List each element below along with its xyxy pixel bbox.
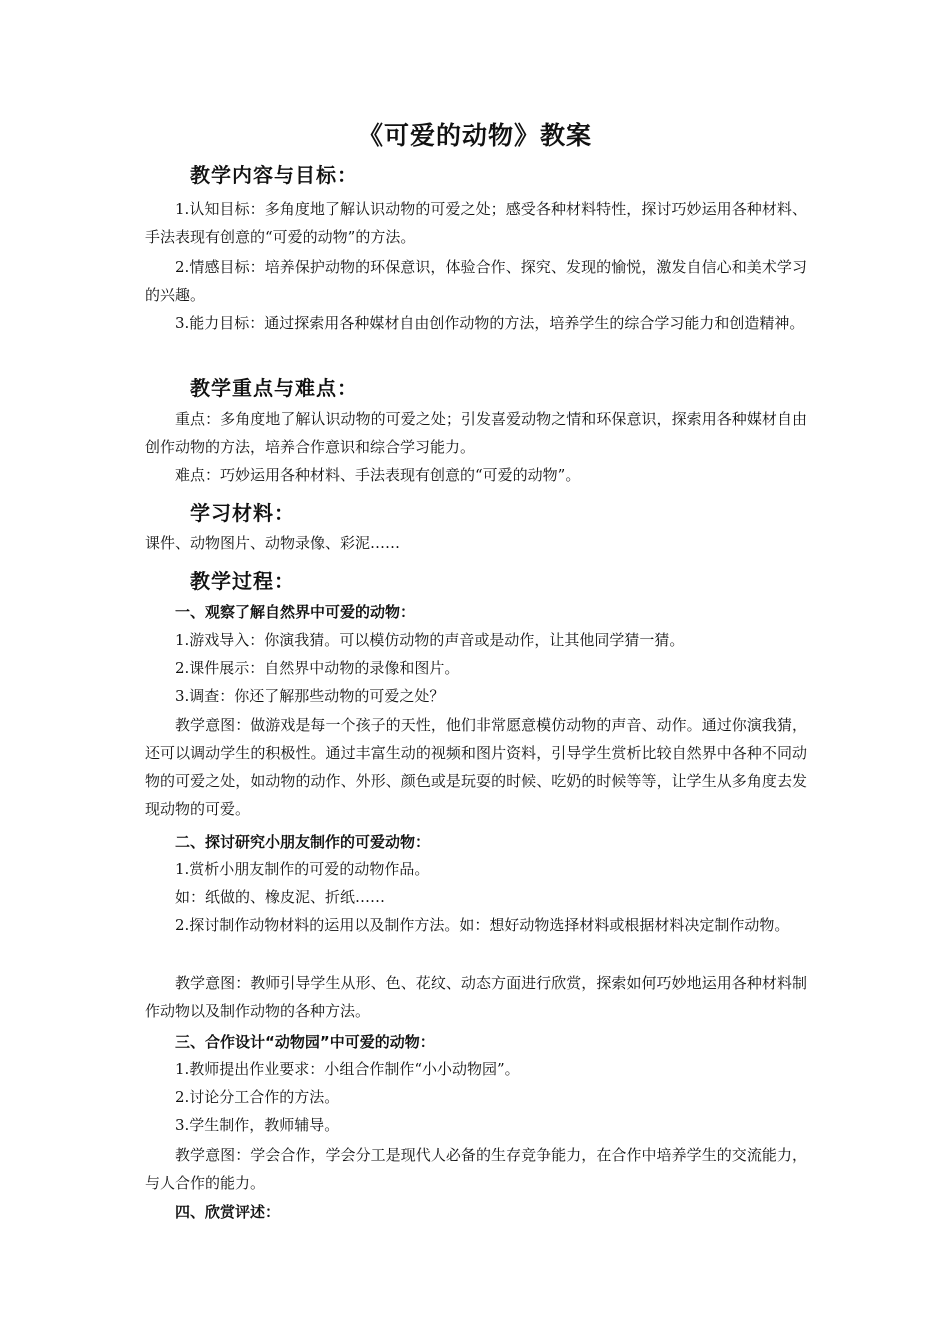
list-item: 1.游戏导入：你演我猜。可以模仿动物的声音或是动作，让其他同学猜一猜。 (175, 631, 685, 649)
goal-ability: 3.能力目标：通过探索用各种媒材自由创作动物的方法，培养学生的综合学习能力和创造精神。 (175, 314, 805, 332)
list-item: 1.赏析小朋友制作的可爱的动物作品。 (175, 860, 430, 878)
list-item: 2.讨论分工合作的方法。 (175, 1088, 340, 1106)
list-item: 3.调查：你还了解那些动物的可爱之处？ (175, 687, 445, 705)
key-points-heading: 教学重点与难点： (190, 376, 358, 400)
goal-cognitive: 1.认知目标：多角度地了解认识动物的可爱之处；感受各种材料特性，探讨巧妙运用各种材料、手法表现有创意的“可爱的动物”的方法。 (145, 200, 807, 246)
goals-heading: 教学内容与目标： (190, 163, 358, 187)
teaching-intent: 教学意图：教师引导学生从形、色、花纹、动态方面进行欣赏，探索如何巧妙地运用各种材料制作动物以及制作动物的各种方法。 (145, 974, 807, 1020)
materials-text: 课件、动物图片、动物录像、彩泥…… (145, 534, 401, 552)
part-one-heading: 一、观察了解自然界中可爱的动物： (175, 603, 416, 621)
teaching-intent: 教学意图：学会合作，学会分工是现代人必备的生存竞争能力，在合作中培养学生的交流能力，与人合作的能力。 (145, 1146, 807, 1192)
part-three-heading: 三、合作设计“动物园”中可爱的动物： (175, 1033, 435, 1051)
process-heading: 教学过程： (190, 569, 295, 593)
goal-emotional: 2.情感目标：培养保护动物的环保意识，体验合作、探究、发现的愉悦，激发自信心和美术学习的兴趣。 (145, 258, 807, 304)
list-item: 如：纸做的、橡皮泥、折纸…… (175, 888, 386, 906)
list-item: 3.学生制作，教师辅导。 (175, 1116, 340, 1134)
key-point: 重点：多角度地了解认识动物的可爱之处；引发喜爱动物之情和环保意识，探索用各种媒材自由创作动物的方法，培养合作意识和综合学习能力。 (145, 410, 807, 456)
part-two-heading: 二、探讨研究小朋友制作的可爱动物： (175, 833, 431, 851)
difficulty: 难点：巧妙运用各种材料、手法表现有创意的“可爱的动物”。 (175, 466, 581, 484)
list-item: 2.课件展示：自然界中动物的录像和图片。 (175, 659, 460, 677)
list-item: 2.探讨制作动物材料的运用以及制作方法。如：想好动物选择材料或根据材料决定制作动物。 (175, 916, 790, 934)
list-item: 1.教师提出作业要求：小组合作制作“小小动物园”。 (175, 1060, 520, 1078)
document-title: 《可爱的动物》教案 (357, 121, 592, 150)
part-four-heading: 四、欣赏评述： (175, 1203, 281, 1221)
teaching-intent: 教学意图：做游戏是每一个孩子的天性，他们非常愿意模仿动物的声音、动作。通过你演我猜，还可以调动学生的积极性。通过丰富生动的视频和图片资料，引导学生赏析比较自然界中各种不同动物的可爱之处，如动物的动作、外形、颜色或是玩耍的时候、吃奶的时候等等，让学生从多角度去发现动物的可爱。 (145, 716, 807, 818)
materials-heading: 学习材料： (190, 501, 295, 525)
